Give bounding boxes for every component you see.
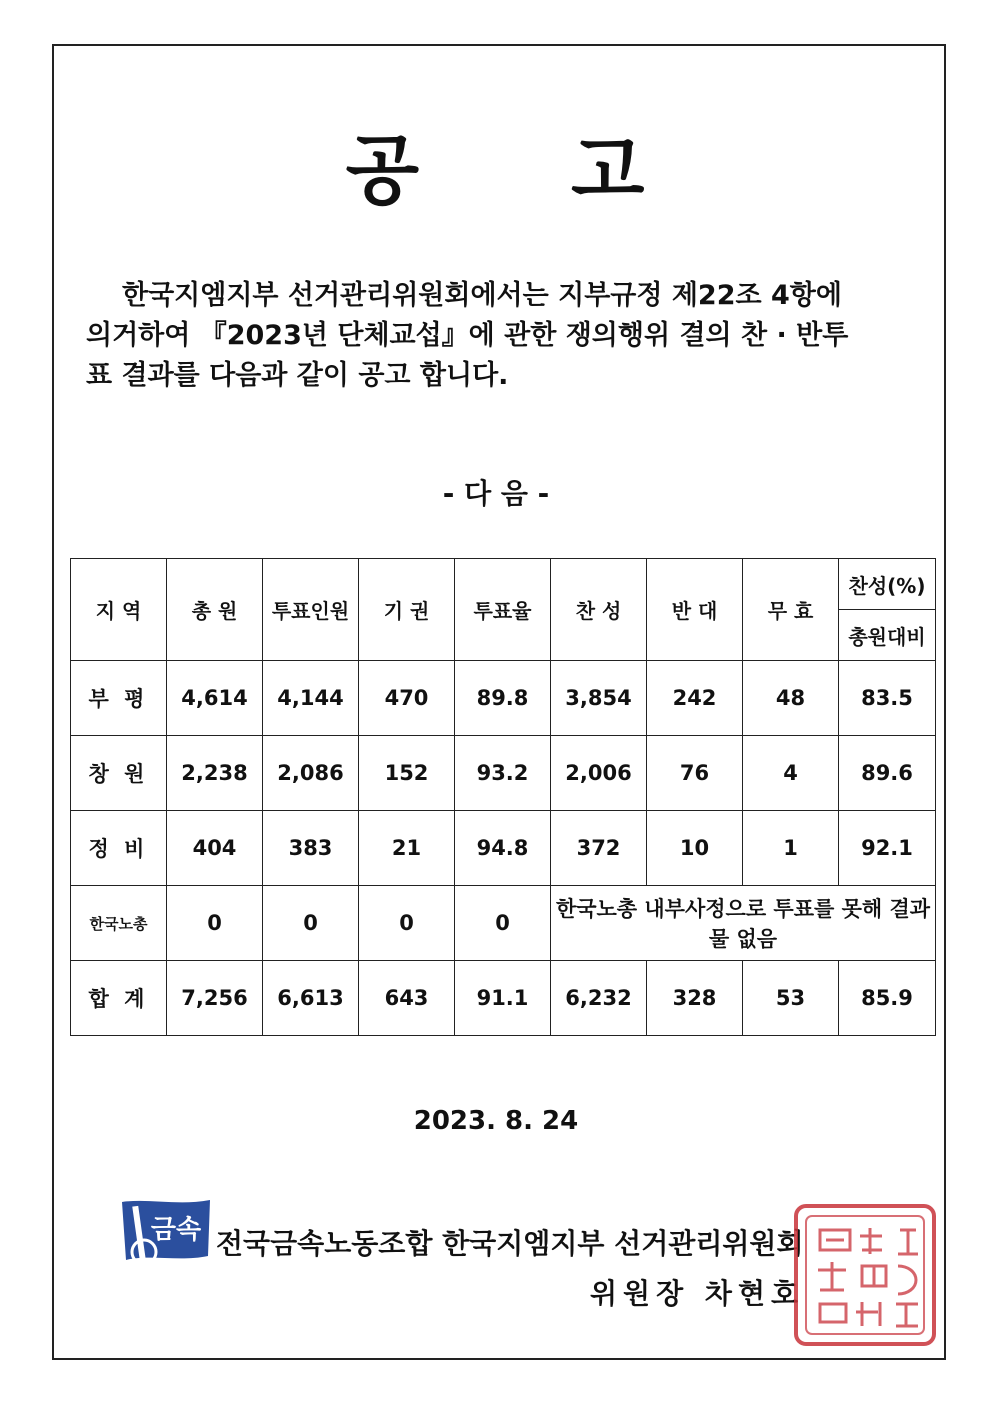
cell-voters: 4,144 [263,661,359,736]
official-red-seal-icon [790,1200,940,1350]
cell-invalid: 48 [743,661,839,736]
header-turnout: 투표율 [455,559,551,661]
cell-turnout: 0 [455,886,551,961]
header-total: 총 원 [167,559,263,661]
page-title [0,110,992,219]
cell-no: 76 [647,736,743,811]
cell-yes: 2,006 [551,736,647,811]
organization-name: 전국금속노동조합 한국지엠지부 선거관리위원회 [216,1227,804,1260]
subheading: - 다 음 - [442,477,550,510]
cell-yes-pct: 89.6 [839,736,936,811]
cell-turnout: 94.8 [455,811,551,886]
cell-region: 합 계 [71,961,167,1036]
table-row [71,811,936,886]
cell-region: 한국노총 [71,886,167,961]
cell-abstain: 21 [359,811,455,886]
table-row [71,736,936,811]
cell-total: 404 [167,811,263,886]
cell-yes-pct: 85.9 [839,961,936,1036]
cell-yes-pct: 83.5 [839,661,936,736]
cell-abstain: 643 [359,961,455,1036]
header-voters: 투표인원 [263,559,359,661]
table-row [71,661,936,736]
header-region: 지 역 [71,559,167,661]
body-line-2: 의거하여 『2023년 단체교섭』에 관한 쟁의행위 결의 찬 · 반투 [86,320,849,351]
chair-name: 위원장 차현호 [590,1277,805,1310]
results-table [70,558,936,1036]
cell-invalid: 1 [743,811,839,886]
title-char-1: 공 [345,126,421,215]
title-char-2: 고 [571,126,647,215]
cell-invalid: 4 [743,736,839,811]
cell-yes: 372 [551,811,647,886]
cell-turnout: 89.8 [455,661,551,736]
cell-no: 242 [647,661,743,736]
cell-yes: 3,854 [551,661,647,736]
header-no: 반 대 [647,559,743,661]
cell-invalid: 53 [743,961,839,1036]
cell-abstain: 0 [359,886,455,961]
cell-abstain: 470 [359,661,455,736]
header-yes-pct-sub: 총원대비 [839,610,936,661]
cell-total: 0 [167,886,263,961]
header-invalid: 무 효 [743,559,839,661]
cell-voters: 383 [263,811,359,886]
cell-voters: 2,086 [263,736,359,811]
cell-total: 7,256 [167,961,263,1036]
notice-date: 2023. 8. 24 [413,1106,579,1136]
header-row [71,559,936,610]
cell-turnout: 91.1 [455,961,551,1036]
cell-turnout: 93.2 [455,736,551,811]
union-flag-logo-icon [118,1196,214,1268]
logo-text: 금속 [150,1215,202,1245]
cell-region: 부 평 [71,661,167,736]
cell-total: 4,614 [167,661,263,736]
cell-yes-pct: 92.1 [839,811,936,886]
notice-body [86,276,916,396]
body-line-3: 표 결과를 다음과 같이 공고 합니다. [86,360,509,391]
header-abstain: 기 권 [359,559,455,661]
table-row [71,886,936,961]
cell-region: 창 원 [71,736,167,811]
header-yes: 찬 성 [551,559,647,661]
table-row-total [71,961,936,1036]
cell-abstain: 152 [359,736,455,811]
cell-voters: 0 [263,886,359,961]
cell-yes: 6,232 [551,961,647,1036]
cell-region: 정 비 [71,811,167,886]
cell-no: 328 [647,961,743,1036]
body-line-1: 한국지엠지부 선거관리위원회에서는 지부규정 제22조 4항에 [122,280,842,311]
header-yes-pct: 찬성(%) [839,559,936,610]
cell-note: 한국노총 내부사정으로 투표를 못해 결과물 없음 [551,886,936,961]
cell-total: 2,238 [167,736,263,811]
cell-voters: 6,613 [263,961,359,1036]
cell-no: 10 [647,811,743,886]
